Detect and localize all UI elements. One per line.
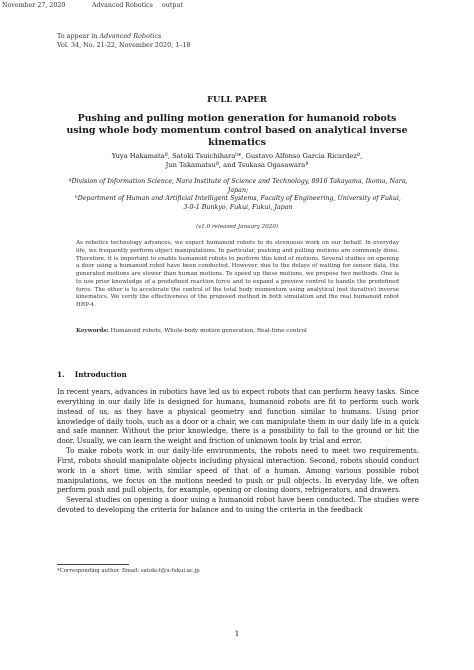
abstract: As robotics technology advances, we expect humanoid robots to do strenuous work on our behalf. In everyday life, we frequently perform object manipulations. In particular, pushing and pulling motions are commonly done. Therefore, it is important to enable humanoid robots to perform this kind of motions. Several studies on opening a door using a humanoid robot have been conducted. However, due to the delays of waiting for sensor data, the generated motions are slower than human motions. To speed up these motions, we propose two methods. One is to use prior knowledge of a predefined reaction force and to expand a preview control to handle the predefined force. The other is to accelerate the control of the total body momentum using analytical (not iterative) inverse kinematics. We verify the effectiveness of the proposed method in both simulation and the real humanoid robot HRP-4. bbox=[76, 240, 399, 308]
release-note: (v1.0 released January 2020) bbox=[195, 224, 279, 230]
keywords-text: Humanoid robots, Whole-body motion generation, Real-time control bbox=[108, 328, 307, 334]
affiliation-b-line2: 3-9-1 Bunkyo, Fukui, Fukui, Japan bbox=[183, 204, 293, 212]
journal-info bbox=[57, 32, 191, 49]
section-number: 1. bbox=[57, 370, 65, 379]
section-heading bbox=[57, 370, 127, 379]
body-paragraph-1: In recent years, advances in robotics have led us to expect robots that can perform heavy tasks. Since everything in our daily life is designed for humans, humanoid robots are fit to perform such work instead of us, as they have a physical geometry and function similar to humans. Using prior knowledge of daily tools, such as a door or a chair, we can manipulate them in our daily life in a quick and safe manner. Without the prior knowledge, there is a possibility to fall to the ground or hit the door. Usually, we can learn the weight and friction of unknown tools by trial and error. bbox=[57, 388, 419, 446]
keywords-label: Keywords: bbox=[76, 328, 109, 334]
keywords bbox=[76, 328, 399, 334]
paper-title: Pushing and pulling motion generation for humanoid robots using whole body momentum control based on analytical inverse kinematics bbox=[66, 113, 408, 148]
affiliations bbox=[60, 178, 416, 213]
authors bbox=[0, 152, 474, 171]
footnote-rule bbox=[57, 564, 129, 565]
affiliation-a: ªDivision of Information Science, Nara Institute of Science and Technology, 8916 Takayama, Ikoma, Nara, Japan; bbox=[68, 178, 408, 194]
running-header-journal: Advanced Robotics bbox=[92, 2, 153, 9]
page-number: 1 bbox=[234, 629, 240, 638]
authors-line1: Yuya Hakamataª, Satoki Tsuichiharaᵇ*, Gustavo Alfonso Garcia Ricardezª, bbox=[111, 152, 363, 160]
journal-name: Advanced Robotics bbox=[99, 32, 162, 40]
footnote: *Corresponding author. Email: satoki-t@u-fukui.ac.jp bbox=[57, 568, 200, 574]
section-title: Introduction bbox=[74, 370, 127, 379]
authors-line2: Jun Takamatsuª, and Tsukasa Ogasawaraª bbox=[165, 161, 309, 170]
paper-type: FULL PAPER bbox=[207, 94, 267, 104]
journal-info-prefix: To appear in bbox=[57, 32, 100, 40]
body-paragraph-3: Several studies on opening a door using a humanoid robot have been conducted. The studies were devoted to developing the criteria for balance and to using the criteria in the feedback bbox=[57, 496, 419, 515]
affiliation-b-line1: ᵇDepartment of Human and Artificial Intelligent Systems, Faculty of Engineering, University of Fukui, bbox=[75, 195, 401, 203]
journal-info-line1 bbox=[57, 32, 191, 41]
running-header-date: November 27, 2020 bbox=[2, 2, 66, 9]
body-text bbox=[57, 388, 419, 516]
journal-info-line2: Vol. 34, No. 21-22, November 2020, 1–18 bbox=[57, 40, 191, 49]
running-header-status: output bbox=[162, 2, 183, 9]
body-paragraph-2: To make robots work in our daily-life environments, the robots need to meet two requirements. First, robots should manipulate objects including physical interaction. Second, robots should conduct work in a short time, with similar speed of that of a human. Among various possible robot manipulations, we focus on the motions needed to push or pull objects. In everyday life, we often perform push and pull objects, for example, opening or closing doors, refrigerators, and drawers. bbox=[57, 447, 419, 495]
